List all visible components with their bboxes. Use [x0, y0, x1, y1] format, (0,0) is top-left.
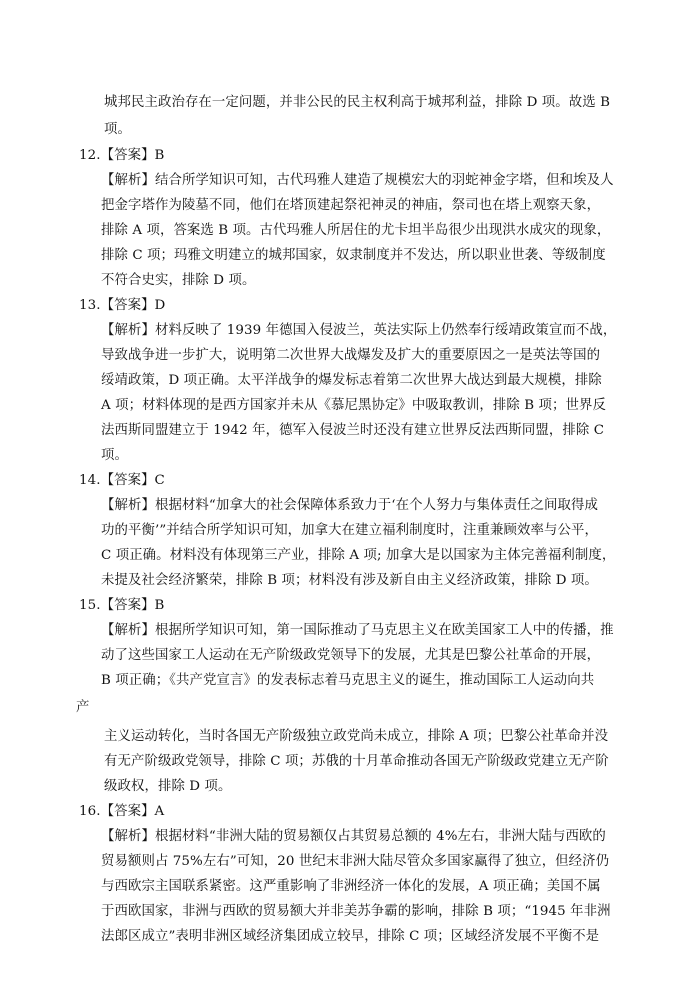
text-line: 城邦民主政治存在一定问题，并非公民的民主权利高于城邦利益，排除 D 项。故选 B: [104, 95, 611, 110]
text-line: C 项正确。材料没有体现第三产业，排除 A 项; 加拿大是以国家为主体完善福利制度，: [101, 548, 616, 563]
text-line: 导致战争进一步扩大，说明第二次世界大战爆发及扩大的重要原因之一是英法等国的: [101, 348, 601, 363]
text-line: 排除 A 项，答案选 B 项。古代玛雅人所居住的尤卡坦半岛很少出现洪水成灾的现象，: [101, 223, 611, 238]
answer-heading-16: 16.【答案】A: [79, 804, 165, 819]
text-line: 排除 C 项；玛雅文明建立的城邦国家，奴隶制度并不发达，所以职业世袭、等级制度: [101, 248, 606, 263]
text-line: 绥靖政策，D 项正确。太平洋战争的爆发标志着第二次世界大战达到最大规模，排除: [101, 373, 602, 388]
text-line: 不符合史实，排除 D 项。: [101, 273, 256, 288]
text-line: 贸易额则占 75%左右”可知，20 世纪末非洲大陆尽管众多国家赢得了独立，但经济仍: [101, 854, 610, 869]
text-line: 级政权，排除 D 项。: [104, 779, 232, 794]
analysis-line: 【解析】根据材料“加拿大的社会保障体系致力于‘在个人努力与集体责任之间取得成: [101, 498, 598, 513]
text-line: A 项；材料体现的是西方国家并未从《慕尼黑协定》中吸取教训，排除 B 项；世界反: [101, 398, 606, 413]
analysis-line: 【解析】结合所学知识可知，古代玛雅人建造了规模宏大的羽蛇神金字塔，但和埃及人: [101, 173, 614, 188]
text-line: 产: [76, 700, 90, 715]
answer-heading-13: 13.【答案】D: [79, 298, 166, 313]
analysis-line: 【解析】根据材料“非洲大陆的贸易额仅占其贸易总额的 4%左右，非洲大陆与西欧的: [101, 829, 606, 844]
text-line: 与西欧宗主国联系紧密。这严重影响了非洲经济一体化的发展，A 项正确；美国不属: [101, 879, 601, 894]
text-line: 主义运动转化，当时各国无产阶级独立政党尚未成立，排除 A 项；巴黎公社革命并没: [104, 729, 609, 744]
text-line: 项。: [101, 448, 128, 463]
text-line: 于西欧国家，非洲与西欧的贸易额大并非美苏争霸的影响，排除 B 项；“1945 年非洲: [101, 904, 611, 919]
text-line: 功的平衡’”并结合所学知识可知，加拿大在建立福利制度时，注重兼顾效率与公平，: [101, 523, 598, 538]
text-line: 把金字塔作为陵墓不同，他们在塔顶建起祭祀神灵的神庙，祭司也在塔上观察天象，: [101, 198, 601, 213]
analysis-line: 【解析】根据所学知识可知，第一国际推动了马克思主义在欧美国家工人中的传播，推: [101, 623, 614, 638]
analysis-line: 【解析】材料反映了 1939 年德国入侵波兰，英法实际上仍然奉行绥靖政策宣而不战，: [101, 323, 617, 338]
text-line: 有无产阶级政党领导，排除 C 项；苏俄的十月革命推动各国无产阶级政党建立无产阶: [104, 754, 609, 769]
text-line: 法西斯同盟建立于 1942 年，德军入侵波兰时还没有建立世界反法西斯同盟，排除 C: [101, 423, 605, 438]
text-line: 未提及社会经济繁荣，排除 B 项；材料没有涉及新自由主义经济政策，排除 D 项。: [101, 573, 598, 588]
answer-heading-14: 14.【答案】C: [79, 473, 165, 488]
text-line: B 项正确；《共产党宣言》的发表标志着马克思主义的诞生，推动国际工人运动向共: [101, 673, 595, 688]
answer-heading-12: 12.【答案】B: [79, 148, 165, 163]
text-line: 法郎区成立”表明非洲区域经济集团成立较早，排除 C 项；区域经济发展不平衡不是: [101, 929, 600, 944]
answer-heading-15: 15.【答案】B: [79, 598, 165, 613]
text-line: 动了这些国家工人运动在无产阶级政党领导下的发展，尤其是巴黎公社革命的开展，: [101, 648, 601, 663]
text-line: 项。: [104, 122, 131, 137]
